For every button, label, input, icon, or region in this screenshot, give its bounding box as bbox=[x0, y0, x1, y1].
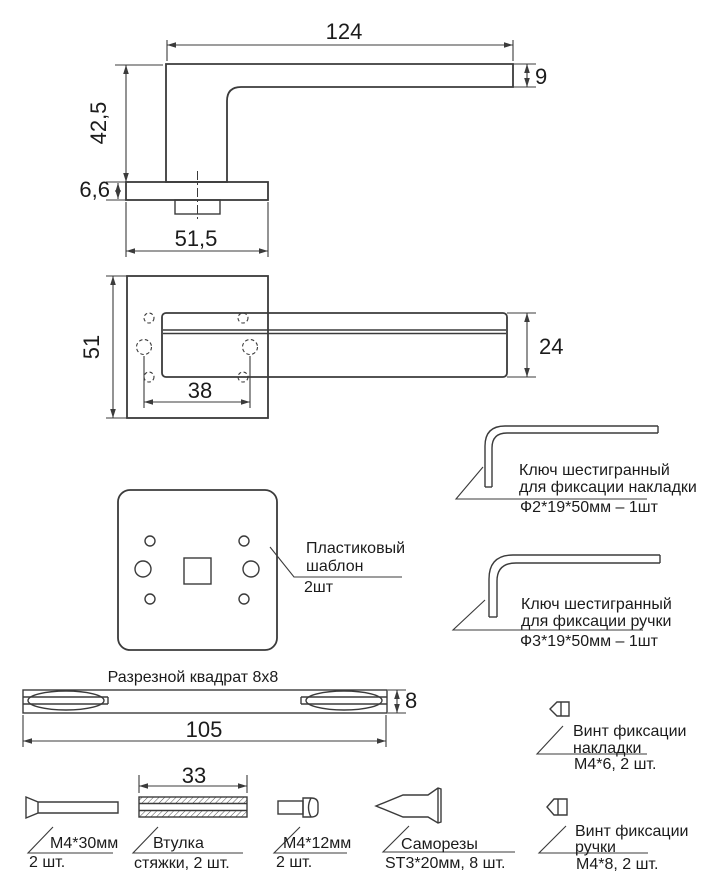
dim-rose-width-label: 51,5 bbox=[174, 226, 218, 251]
template-hole bbox=[239, 536, 249, 546]
set-screw-handle-label-line2: ручки bbox=[575, 839, 616, 856]
bolt-m4-12 bbox=[274, 798, 351, 871]
dim-thickness-label: 9 bbox=[535, 64, 548, 89]
hex-key-handle-label-line1: Ключ шестигранный bbox=[521, 596, 672, 613]
bolt-m4-12-qty: 2 шт. bbox=[276, 854, 313, 871]
self-tapping-screw bbox=[376, 788, 515, 872]
dim-sleeve-length-label: 33 bbox=[181, 763, 207, 788]
set-screw-shape bbox=[547, 799, 567, 815]
bolt-m4-30 bbox=[26, 797, 118, 871]
dim-length-label: 124 bbox=[325, 19, 363, 44]
template-hole bbox=[145, 594, 155, 604]
split-square-spindle bbox=[23, 669, 417, 747]
template-label-line2: шаблон bbox=[306, 558, 364, 575]
bolt-m4-12-head-face bbox=[309, 798, 312, 817]
set-screw-shape bbox=[550, 702, 569, 716]
bolt-m4-30-qty: 2 шт. bbox=[29, 854, 66, 871]
connecting-sleeve bbox=[133, 763, 247, 872]
lever-top-outline bbox=[162, 313, 507, 377]
set-screw-handle bbox=[539, 799, 688, 873]
template-hole-large bbox=[243, 561, 259, 577]
bolt-m4-30-label: М4*30мм bbox=[50, 835, 119, 852]
template-square-hole bbox=[184, 558, 211, 584]
self-tapping-screw-shape bbox=[376, 788, 441, 823]
handle-side-view bbox=[79, 19, 547, 257]
hex-key-handle-label-line2: для фиксации ручки bbox=[521, 613, 672, 630]
screw-hole bbox=[144, 313, 154, 323]
dim-spindle-length-label: 105 bbox=[185, 717, 223, 742]
set-screw-plate bbox=[537, 702, 686, 773]
template-label-line1: Пластиковый bbox=[306, 540, 406, 557]
hex-key-plate-label-line2: для фиксации накладки bbox=[519, 479, 697, 496]
spindle-title: Разрезной квадрат 8x8 bbox=[107, 669, 279, 686]
template-hole bbox=[239, 594, 249, 604]
hex-key-plate bbox=[456, 426, 697, 516]
template-hole-large bbox=[135, 561, 151, 577]
hex-key-handle-spec: Ф3*19*50мм – 1шт bbox=[520, 633, 658, 650]
sleeve-hatch-band bbox=[139, 797, 247, 804]
set-screw-plate-label-line1: Винт фиксации bbox=[573, 723, 687, 740]
bolt-m4-12-head bbox=[303, 798, 318, 817]
self-tapping-spec: ST3*20мм, 8 шт. bbox=[385, 855, 506, 872]
spindle-spring bbox=[28, 691, 104, 710]
screw-hole bbox=[238, 313, 248, 323]
fixing-hole bbox=[137, 340, 152, 355]
template-outline bbox=[118, 490, 277, 650]
spindle-spring bbox=[306, 691, 382, 710]
template-qty-label: 2шт bbox=[304, 579, 334, 596]
lever-side-outline bbox=[166, 64, 513, 182]
template-hole bbox=[145, 536, 155, 546]
hex-key-plate-label-line1: Ключ шестигранный bbox=[519, 462, 670, 479]
sleeve-hatch-band bbox=[139, 811, 247, 818]
sleeve-label-line1: Втулка bbox=[153, 835, 204, 852]
bolt-m4-12-shaft bbox=[278, 801, 303, 814]
sleeve-label-line2: стяжки, 2 шт. bbox=[134, 855, 230, 872]
self-tapping-label: Саморезы bbox=[401, 836, 478, 853]
set-screw-plate-label-line2: накладки bbox=[573, 740, 642, 757]
bolt-m4-12-label: М4*12мм bbox=[283, 835, 352, 852]
dim-lever-width-label: 24 bbox=[539, 334, 564, 359]
set-screw-plate-spec: М4*6, 2 шт. bbox=[574, 756, 657, 773]
set-screw-handle-label-line1: Винт фиксации bbox=[575, 823, 689, 840]
hex-key-handle bbox=[453, 555, 672, 650]
hex-key-plate-spec: Ф2*19*50мм – 1шт bbox=[520, 499, 658, 516]
screw-hole bbox=[144, 372, 154, 382]
bolt-m4-30-shape bbox=[26, 797, 118, 818]
dim-height-label: 42,5 bbox=[86, 101, 111, 145]
dim-spindle-size-label: 8 bbox=[405, 688, 418, 713]
fixing-hole bbox=[243, 340, 258, 355]
plastic-template bbox=[118, 490, 405, 650]
dim-hole-spacing-label: 38 bbox=[187, 378, 213, 403]
set-screw-handle-spec: М4*8, 2 шт. bbox=[576, 856, 659, 873]
dim-plate-label: 51 bbox=[79, 334, 104, 360]
handle-top-view bbox=[79, 276, 563, 418]
dim-rose-thickness-label: 6,6 bbox=[79, 177, 110, 202]
